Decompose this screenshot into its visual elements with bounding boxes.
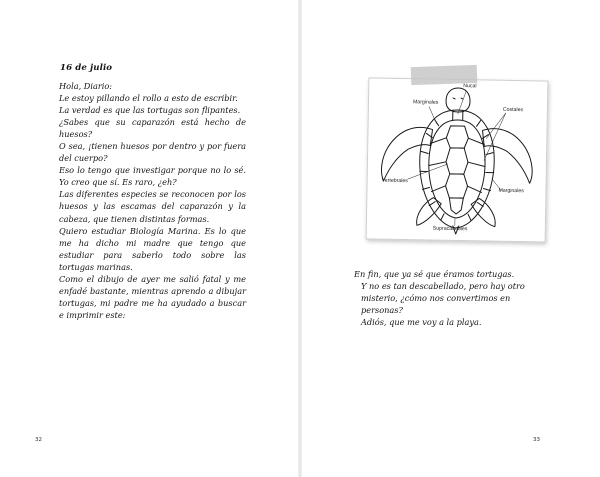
paragraph: Eso lo tengo que investigar porque no lo sé. Yo creo que sí. Es raro, ¿eh?: [59, 165, 246, 188]
diary-entry-text: [59, 80, 246, 321]
label-vertebrales: Vertebrales: [381, 177, 408, 185]
turtle-head: [446, 88, 470, 112]
tape-strip: [411, 65, 478, 85]
paragraph: Adiós, que me voy a la playa.: [361, 317, 482, 328]
label-supracaudales: Supracaudales: [432, 225, 468, 233]
paragraph: Como el dibujo de ayer me salió fatal y me enfadé bastante, mientras aprendo a dibujar tortugas, mi padre me ha ayudado a buscar e imprimir este:: [59, 273, 246, 320]
carapace: [419, 109, 495, 228]
label-nucal: Nucal: [463, 83, 477, 90]
paragraph: O sea, ¡tienen huesos por dentro y por fuera del cuerpo?: [59, 141, 246, 164]
paragraph: ¿Sabes que su caparazón está hecho de huesos?: [59, 117, 246, 140]
paragraph: En fin, que ya sé que éramos tortugas.: [354, 269, 515, 279]
label-marginales-top: Marginales: [412, 99, 439, 106]
label-marginales-right: Marginales: [498, 187, 524, 195]
front-right-flipper: [482, 128, 533, 183]
page-number-right: 33: [533, 437, 540, 443]
paragraph: Quiero estudiar Biología Marina. Es lo que me ha dicho mi madre que tengo que estudiar para saberlo todo sobre las tortugas marinas.: [59, 225, 246, 272]
page-number-left: 32: [35, 437, 42, 443]
paragraph: La verdad es que las tortugas son flipantes.: [59, 105, 241, 116]
diary-date: 16 de julio: [60, 63, 113, 73]
turtle-diagram: [367, 78, 548, 241]
rear-right-flipper: [471, 198, 496, 226]
paragraph: Y no es tan descabellado, pero hay otro misterio, ¿cómo nos convertimos en personas?: [361, 281, 525, 316]
front-left-flipper: [381, 127, 432, 185]
book-gutter: [298, 0, 302, 477]
label-costales: Costales: [502, 106, 524, 114]
diary-entry-continued: [354, 268, 554, 328]
rear-left-flipper: [417, 197, 442, 225]
paragraph: Hola, Diario:: [59, 81, 113, 91]
turtle-diagram-printout: [366, 77, 549, 242]
paragraph: Las diferentes especies se reconocen por los huesos y las escamas del caparazón y la cabeza, que tienen distintas formas.: [59, 189, 246, 224]
carapace-inner: [428, 120, 486, 219]
paragraph: Le estoy pillando el rollo a esto de escribir.: [59, 93, 238, 104]
